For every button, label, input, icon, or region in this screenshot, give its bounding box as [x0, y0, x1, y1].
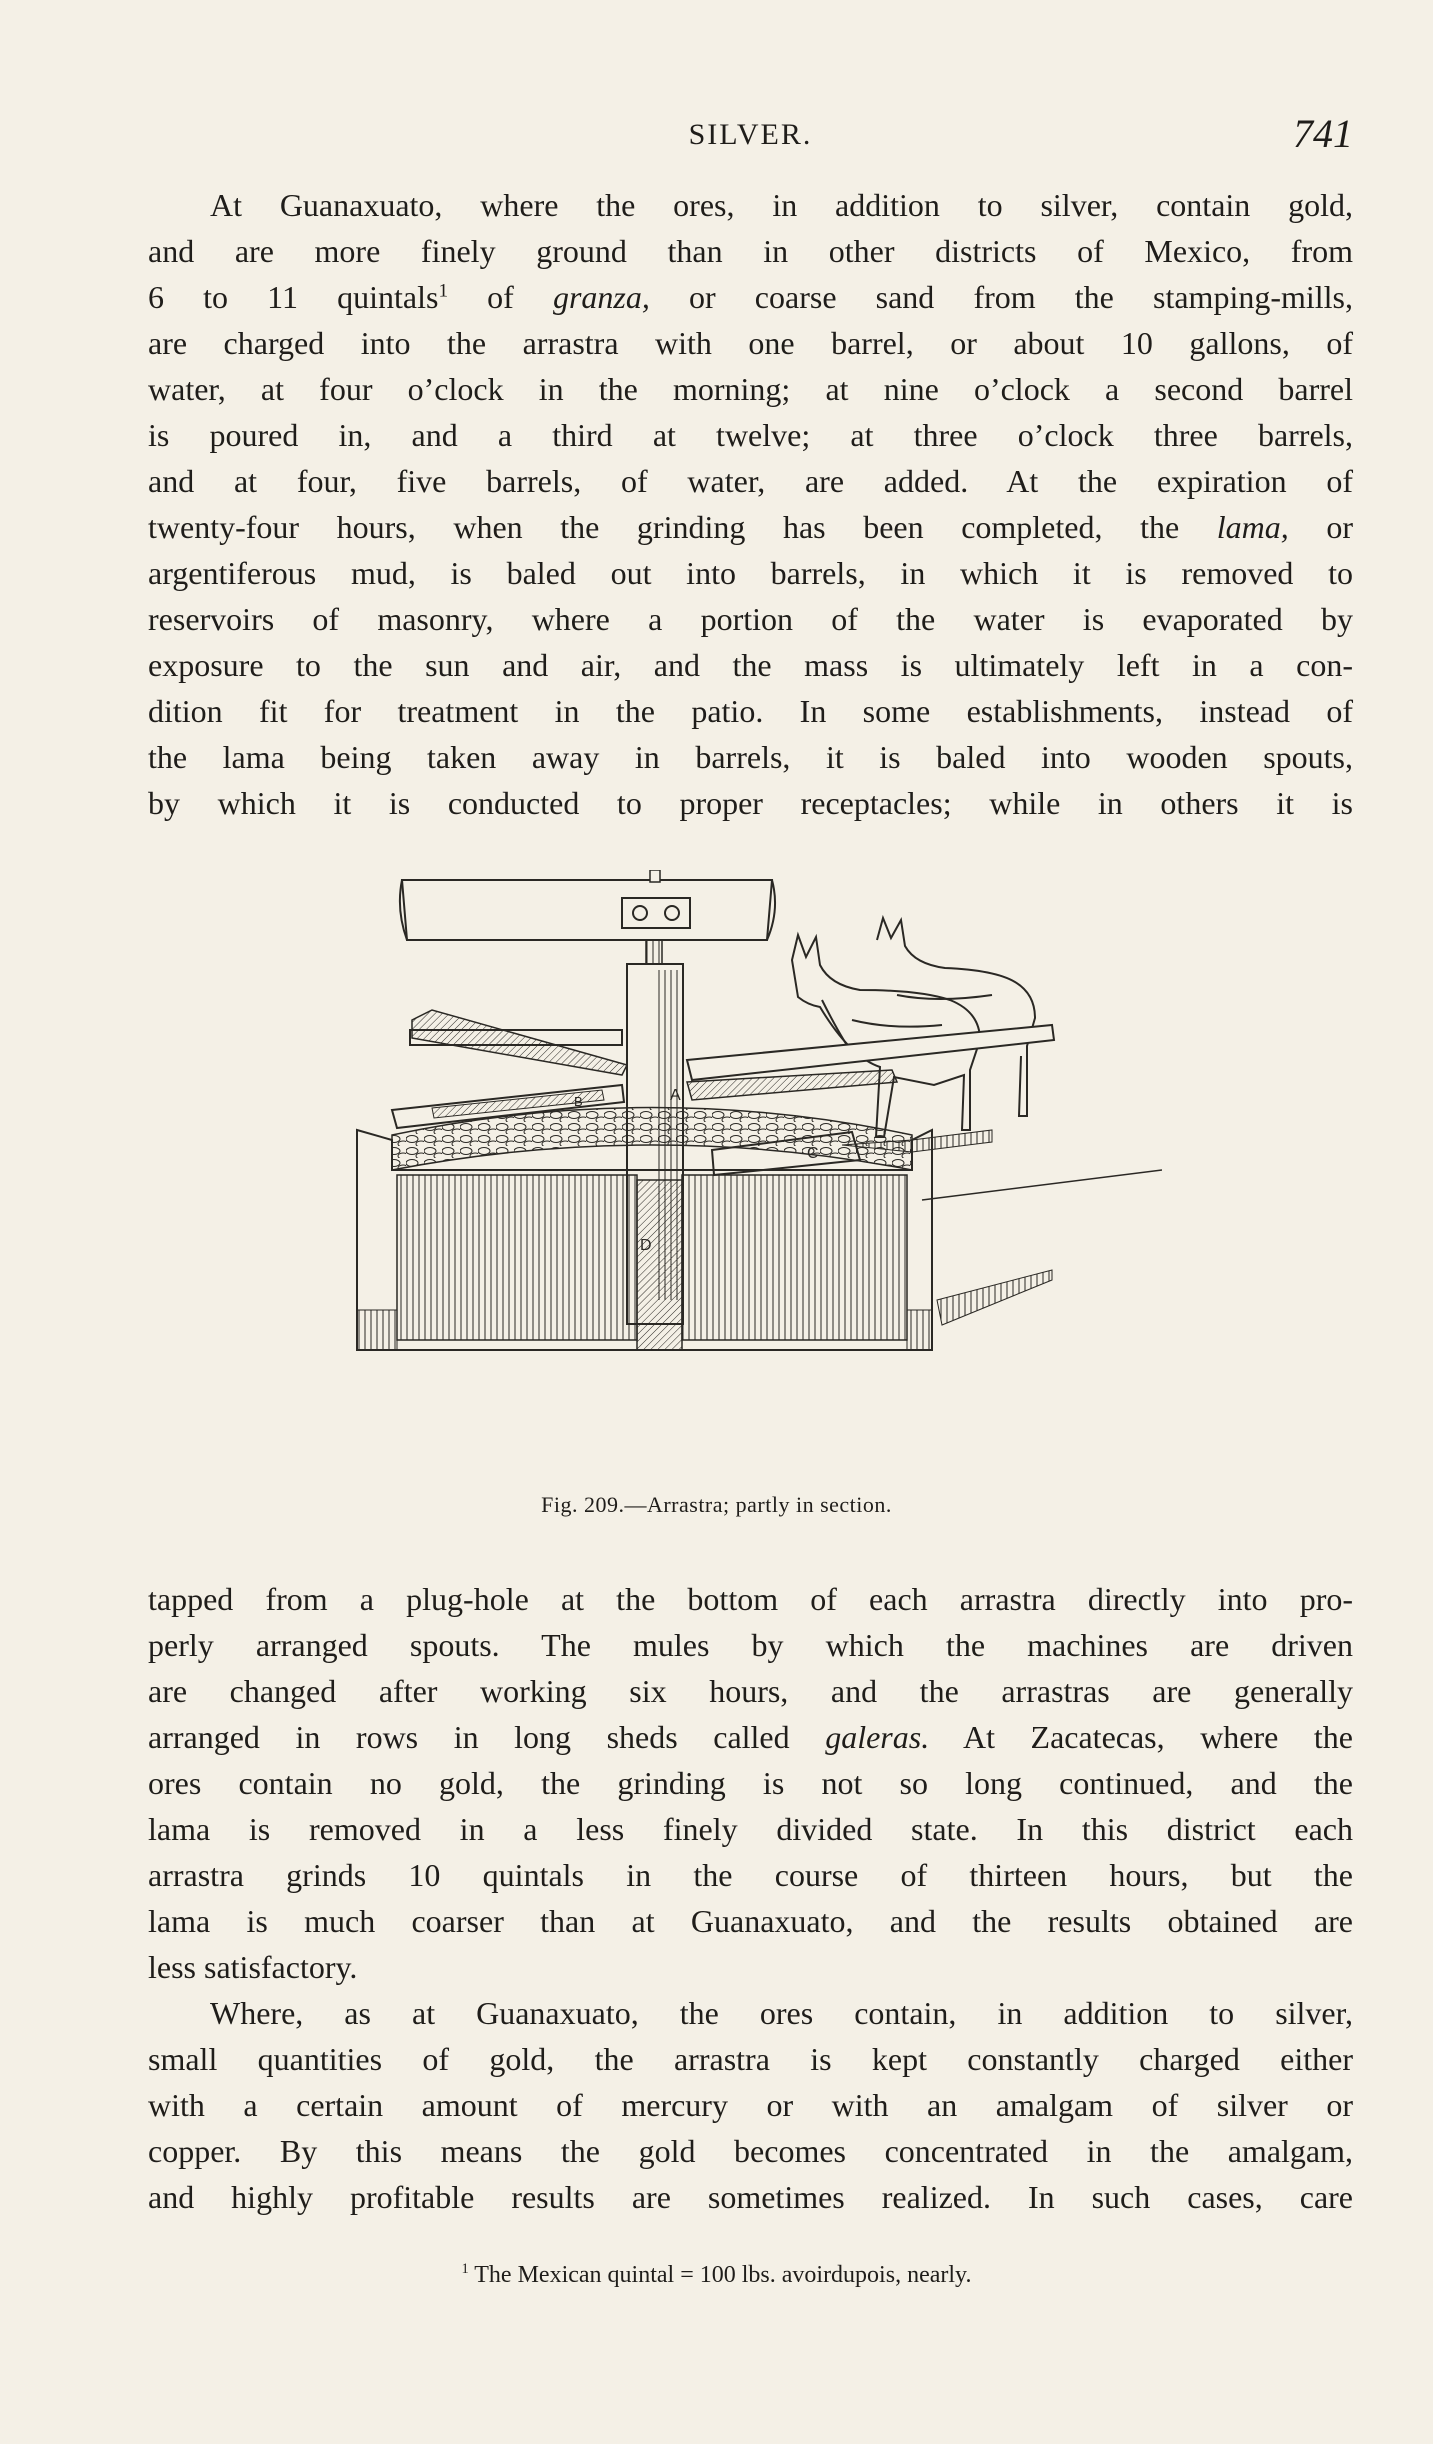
page-header — [148, 110, 1353, 170]
text-line: lama is removed in a less finely divided state. In this district each — [148, 1811, 1353, 1847]
text-run: arranged in rows in long sheds called — [148, 1719, 826, 1755]
mule-team — [792, 918, 1035, 1137]
footnote-reference: 1 — [438, 280, 449, 302]
footnote — [0, 2262, 1433, 2289]
text-line: arrastra grinds 10 quintals in the course of thirteen hours, but the — [148, 1857, 1353, 1893]
text-line: and at four, five barrels, of water, are added. At the expiration of — [148, 463, 1353, 499]
paragraph-1 — [148, 182, 1353, 826]
text-line: reservoirs of masonry, where a portion of the water is evaporated by — [148, 601, 1353, 637]
figure-caption: Fig. 209.—Arrastra; partly in section. — [541, 1492, 892, 1517]
running-title: SILVER. — [688, 118, 813, 151]
text-line: are changed after working six hours, and the arrastras are generally — [148, 1673, 1353, 1709]
page-number: 741 — [1293, 111, 1353, 156]
footnote-text: The Mexican quintal = 100 lbs. avoirdupois, nearly. — [468, 2262, 972, 2288]
text-line: perly arranged spouts. The mules by which the machines are driven — [148, 1627, 1353, 1663]
text-run: of — [448, 279, 553, 315]
text-line: with a certain amount of mercury or with an amalgam of silver or — [148, 2087, 1353, 2123]
text-run: twenty-four hours, when the grinding has been completed, the — [148, 509, 1217, 545]
text-line: and are more finely ground than in other districts of Mexico, from — [148, 233, 1353, 269]
text-line: tapped from a plug-hole at the bottom of each arrastra directly into pro- — [148, 1581, 1353, 1617]
text-line: by which it is conducted to proper receptacles; while in others it is — [148, 785, 1353, 821]
paragraph-2 — [148, 1576, 1353, 1990]
text-line: small quantities of gold, the arrastra is kept constantly charged either — [148, 2041, 1353, 2077]
text-line — [148, 274, 1353, 320]
label-b: B — [574, 1094, 583, 1109]
italic-term: galeras. — [825, 1719, 930, 1755]
ground-line — [922, 1170, 1162, 1200]
tub-section — [357, 1130, 1052, 1350]
text-line: are charged into the arrastra with one barrel, or about 10 gallons, of — [148, 325, 1353, 361]
label-a: A — [670, 1087, 681, 1104]
text-line: At Guanaxuato, where the ores, in addition to silver, contain gold, — [210, 187, 1353, 223]
text-line: dition fit for treatment in the patio. In some establishments, instead of — [148, 693, 1353, 729]
text-run: 6 to 11 quintals — [148, 279, 439, 315]
text-line: is poured in, and a third at twelve; at three o’clock three barrels, — [148, 417, 1353, 453]
text-run: or coarse sand from the stamping-mills, — [649, 279, 1354, 315]
text-line: and highly profitable results are sometimes realized. In such cases, care — [148, 2179, 1353, 2215]
text-run: At Zacatecas, where the — [929, 1719, 1354, 1755]
top-beam — [400, 870, 775, 940]
footnote-marker: 1 — [461, 2261, 469, 2277]
text-line: argentiferous mud, is baled out into barrels, in which it is removed to — [148, 555, 1353, 591]
text-line: less satisfactory. — [148, 1949, 358, 1985]
text-line: ores contain no gold, the grinding is not so long continued, and the — [148, 1765, 1353, 1801]
text-line: Where, as at Guanaxuato, the ores contain, in addition to silver, — [210, 1995, 1353, 2031]
italic-term: granza, — [552, 279, 650, 315]
arrastra-illustration — [352, 870, 1162, 1450]
italic-term: lama, — [1216, 509, 1289, 545]
paragraph-3 — [148, 1990, 1353, 2220]
text-line — [148, 504, 1353, 550]
text-run: or — [1288, 509, 1354, 545]
text-line: the lama being taken away in barrels, it is baled into wooden spouts, — [148, 739, 1353, 775]
text-line: water, at four o’clock in the morning; at nine o’clock a second barrel — [148, 371, 1353, 407]
text-line — [148, 1714, 1353, 1760]
text-line: lama is much coarser than at Guanaxuato, and the results obtained are — [148, 1903, 1353, 1939]
text-line: copper. By this means the gold becomes concentrated in the amalgam, — [148, 2133, 1353, 2169]
text-line: exposure to the sun and air, and the mass is ultimately left in a con- — [148, 647, 1353, 683]
label-d: D — [640, 1237, 652, 1254]
